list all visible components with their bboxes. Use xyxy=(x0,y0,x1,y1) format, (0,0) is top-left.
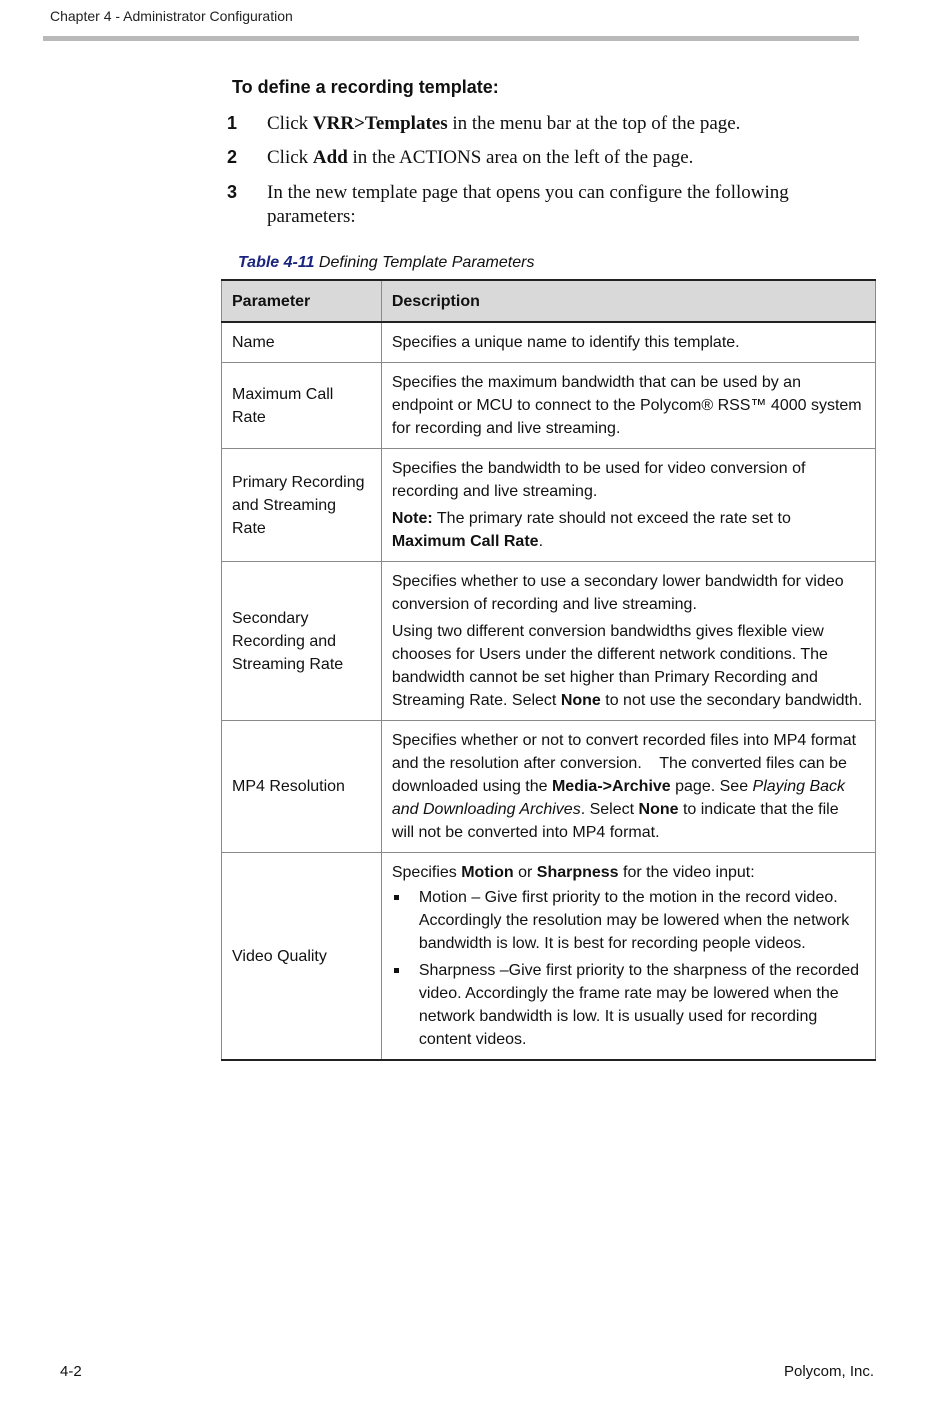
table-row xyxy=(222,853,876,1061)
parameter-cell: Primary Recording and Streaming Rate xyxy=(222,449,382,562)
table-row xyxy=(222,322,876,363)
parameter-cell: MP4 Resolution xyxy=(222,721,382,853)
list-item: Motion – Give first priority to the motion in the record video. Accordingly the resolution may be lowered when the network bandwidth is low. It is best for recording people videos. xyxy=(392,886,865,955)
list-item: Sharpness –Give first priority to the sharpness of the recorded video. Accordingly the frame rate may be lowered when the network bandwidth is low. It is usually used for recording content videos. xyxy=(392,959,865,1051)
bullet-list xyxy=(392,886,865,1051)
table-caption-number: Table 4-11 xyxy=(238,254,315,271)
table-caption-title: Defining Template Parameters xyxy=(314,254,535,271)
company-name: Polycom, Inc. xyxy=(784,1363,875,1380)
parameter-cell: Video Quality xyxy=(222,853,382,1061)
table-row xyxy=(222,721,876,853)
table-row xyxy=(222,562,876,721)
description-cell: Specifies Motion or Sharpness for the video input: Motion – Give first priority to the motion in the record video. Accordingly the resolution may be lowered when the network bandwidth is low. It is best for recording people videos. Sharpness –Give first priority to the sharpness of the recorded video. Accordingly the frame rate may be lowered when the network bandwidth is low. It is usually used for recording content videos. xyxy=(381,853,875,1061)
procedure-title: To define a recording template: xyxy=(232,77,499,97)
page-number: 4-2 xyxy=(60,1363,82,1380)
table-row xyxy=(222,363,876,449)
bullet-icon xyxy=(394,968,399,973)
step-number: 1 xyxy=(227,113,238,133)
parameters-table xyxy=(221,279,876,1061)
bullet-icon xyxy=(394,895,399,900)
step-number: 2 xyxy=(227,147,238,167)
description-cell: Specifies whether or not to convert recorded files into MP4 format and the resolution after conversion. The converted files can be downloaded using the Media->Archive page. See Playing Back and Downloading Archives. Select None to indicate that the file will not be converted into MP4 format. xyxy=(381,721,875,853)
parameter-cell: Secondary Recording and Streaming Rate xyxy=(222,562,382,721)
table-caption xyxy=(238,254,534,272)
running-header: Chapter 4 - Administrator Configuration xyxy=(50,8,293,24)
step-text: In the new template page that opens you can configure the following parameters: xyxy=(267,182,789,227)
table-row xyxy=(222,449,876,562)
description-cell: Specifies whether to use a secondary lower bandwidth for video conversion of recording and live streaming. Using two different conversion bandwidths gives flexible view chooses for Users under the different network conditions. The bandwidth cannot be set higher than Primary Recording and Streaming Rate. Select None to not use the secondary bandwidth. xyxy=(381,562,875,721)
step-number: 3 xyxy=(227,182,238,202)
description-cell: Specifies the maximum bandwidth that can be used by an endpoint or MCU to connect to the Polycom® RSS™ 4000 system for recording and live streaming. xyxy=(381,363,875,449)
parameter-cell: Name xyxy=(222,322,382,363)
parameter-cell: Maximum Call Rate xyxy=(222,363,382,449)
table-header-row xyxy=(222,280,876,322)
description-cell: Specifies the bandwidth to be used for video conversion of recording and live streaming. Note: The primary rate should not exceed the rate set to Maximum Call Rate. xyxy=(381,449,875,562)
step-text: Click Add in the ACTIONS area on the left of the page. xyxy=(267,147,694,168)
description-cell: Specifies a unique name to identify this template. xyxy=(381,322,875,363)
note: Note: The primary rate should not exceed the rate set to Maximum Call Rate. xyxy=(391,510,791,550)
column-header-description: Description xyxy=(381,280,875,322)
step-text: Click VRR>Templates in the menu bar at the top of the page. xyxy=(267,113,741,134)
header-rule xyxy=(43,36,859,41)
cross-reference: Playing Back and Downloading Archives xyxy=(391,778,846,818)
column-header-parameter: Parameter xyxy=(222,280,382,322)
